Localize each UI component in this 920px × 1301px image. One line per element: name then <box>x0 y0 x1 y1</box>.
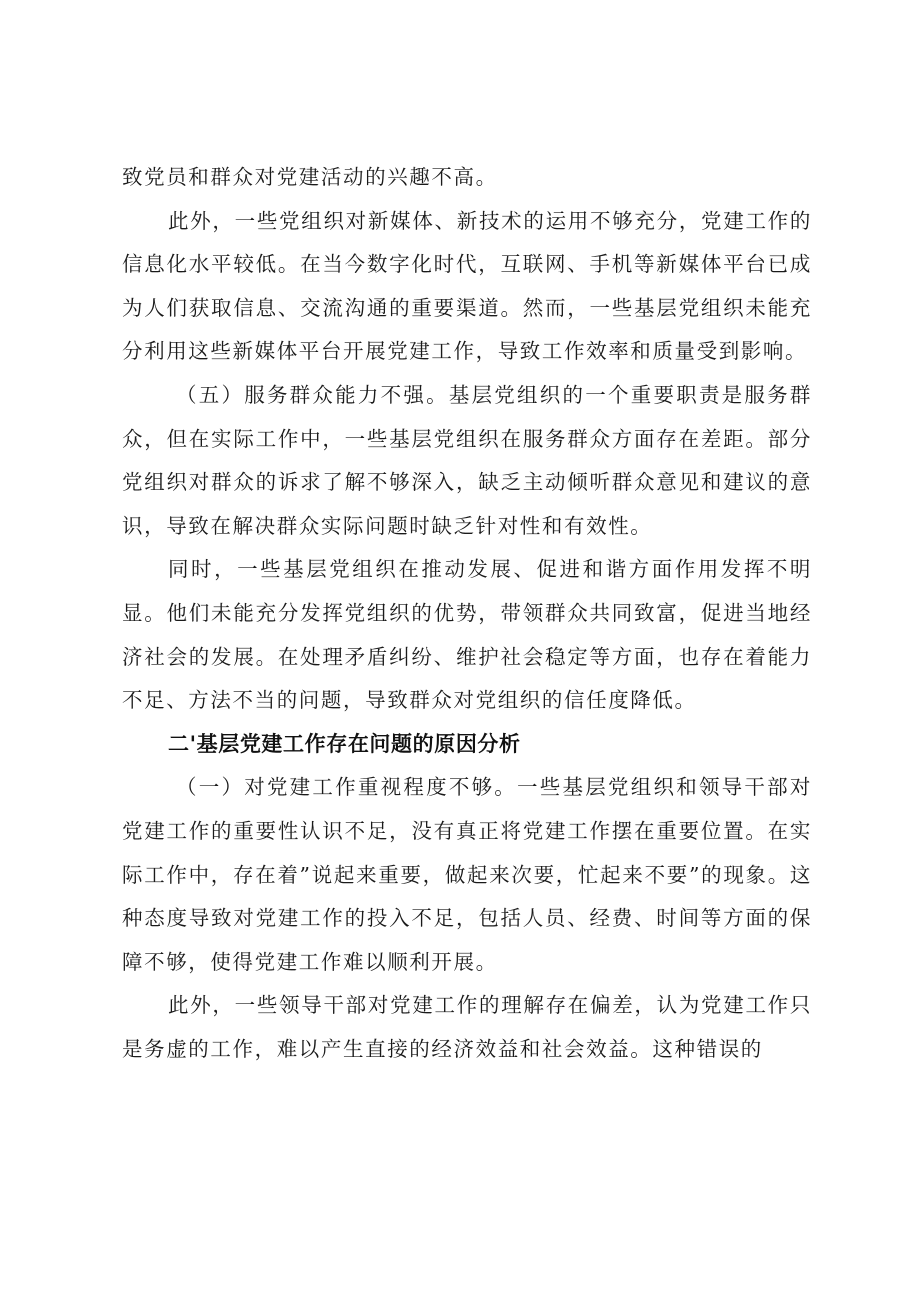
document-body <box>122 156 812 1071</box>
paragraph-service-ability: （五）服务群众能力不强。基层党组织的一个重要职责是服务群众，但在实际工作中，一些基层党组织在服务群众方面存在差距。部分党组织对群众的诉求了解不够深入，缺乏主动倾听群众意见和建议的意识，导致在解决群众实际问题时缺乏针对性和有效性。 <box>122 382 812 538</box>
paragraph-attention-insufficient: （一）对党建工作重视程度不够。一些基层党组织和领导干部对党建工作的重要性认识不足，没有真正将党建工作摆在重要位置。在实际工作中，存在着”说起来重要，做起来次要，忙起来不要”的现象。这种态度导致对党建工作的投入不足，包括人员、经费、时间等方面的保障不够，使得党建工作难以顺利开展。 <box>122 775 812 974</box>
paragraph-misunderstanding: 此外，一些领导干部对党建工作的理解存在偏差，认为党建工作只是务虚的工作，难以产生直接的经济效益和社会效益。这种错误的 <box>122 993 812 1061</box>
paragraph-new-media: 此外，一些党组织对新媒体、新技术的运用不够充分，党建工作的信息化水平较低。在当今数字化时代，互联网、手机等新媒体平台已成为人们获取信息、交流沟通的重要渠道。然而，一些基层党组织未能充分利用这些新媒体平台开展党建工作，导致工作效率和质量受到影响。 <box>122 208 812 364</box>
section-heading: 二'基层党建工作存在问题的原因分析 <box>168 731 521 756</box>
paragraph-continuation: 致党员和群众对党建活动的兴趣不高。 <box>122 165 498 189</box>
paragraph-development-role: 同时，一些基层党组织在推动发展、促进和谐方面作用发挥不明显。他们未能充分发挥党组织的优势，带领群众共同致富，促进当地经济社会的发展。在处理矛盾纠纷、维护社会稳定等方面，也存在着能力不足、方法不当的问题，导致群众对党组织的信任度降低。 <box>122 557 812 713</box>
